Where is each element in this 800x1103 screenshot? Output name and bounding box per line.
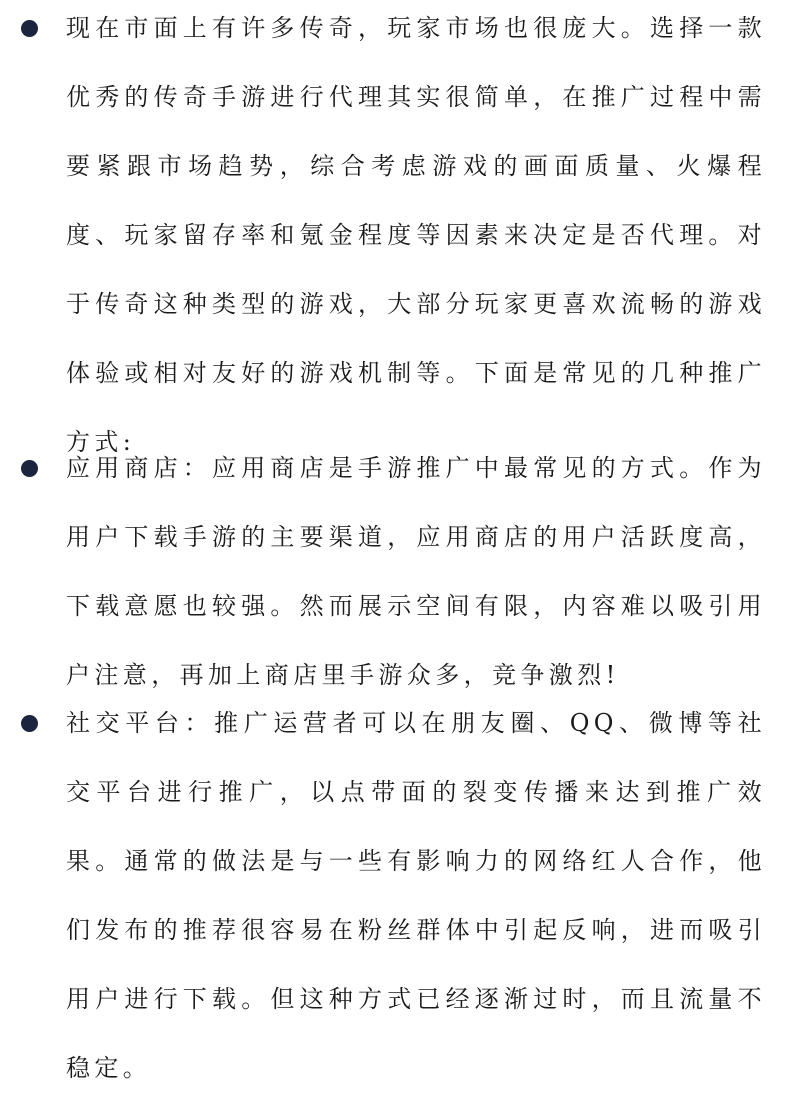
- bullet-dot-icon: [21, 20, 38, 37]
- paragraph-intro: 现在市面上有许多传奇，玩家市场也很庞大。选择一款优秀的传奇手游进行代理其实很简单，在推广过程中需要紧跟市场趋势，综合考虑游戏的画面质量、火爆程度、玩家留存率和氪金程度等因素来决定是否代理。对于传奇这种类型的游戏，大部分玩家更喜欢流畅的游戏体验或相对友好的游戏机制等。下面是常见的几种推广方式:: [66, 14, 766, 456]
- paragraph-social-platform: 社交平台：推广运营者可以在朋友圈、QQ、微博等社交平台进行推广，以点带面的裂变传播来达到推广效果。通常的做法是与一些有影响力的网络红人合作，他们发布的推荐很容易在粉丝群体中引起反响，进而吸引用户进行下载。但这种方式已经逐渐过时，而且流量不稳定。: [66, 709, 766, 1082]
- bullet-dot-icon: [21, 715, 38, 732]
- paragraph-app-store: 应用商店：应用商店是手游推广中最常见的方式。作为用户下载手游的主要渠道，应用商店的用户活跃度高，下载意愿也较强。然而展示空间有限，内容难以吸引用户注意，再加上商店里手游众多，竞争激烈!: [66, 454, 766, 689]
- bullet-dot-icon: [21, 460, 38, 477]
